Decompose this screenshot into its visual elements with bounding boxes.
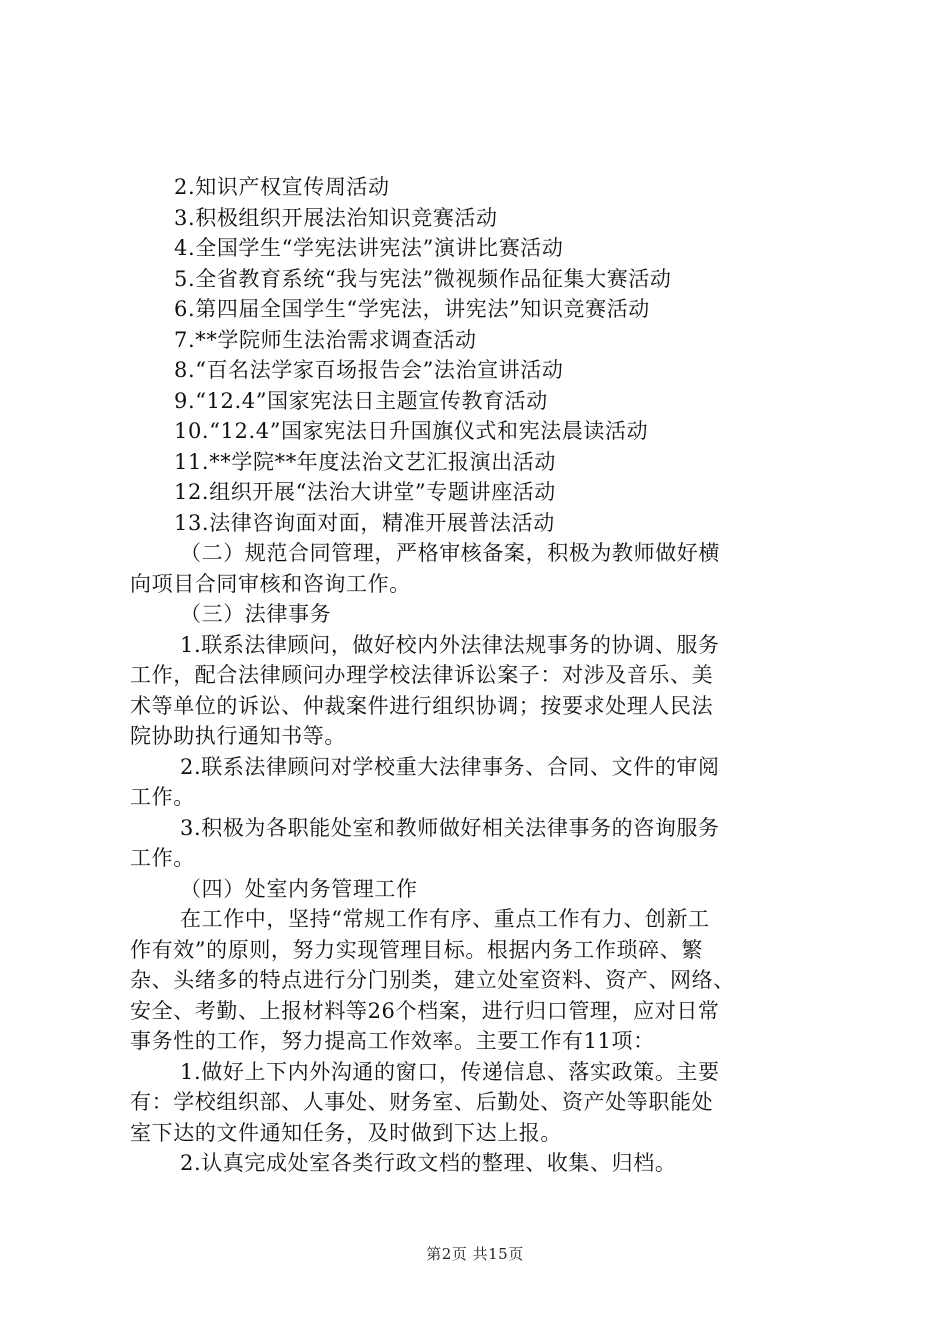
text-line: 11.**学院**年度法治文艺汇报演出活动 [174, 449, 556, 474]
text-line: 事务性的工作，努力提高工作效率。主要工作有11项： [130, 1029, 655, 1053]
text-line: 向项目合同审核和咨询工作。 [130, 571, 411, 596]
text-line: 工作。 [130, 846, 195, 870]
text-line: 2.联系法律顾问对学校重大法律事务、合同、文件的审阅 [180, 754, 720, 779]
text-line: 室下达的文件通知任务，及时做到下达上报。 [130, 1120, 562, 1145]
page-footer: 第2页 共15页 [426, 1245, 524, 1263]
text-line: 12.组织开展“法治大讲堂”专题讲座活动 [174, 480, 556, 504]
text-line: 9.“12.4”国家宪法日主题宣传教育活动 [174, 388, 548, 413]
text-line: 工作，配合法律顾问办理学校法律诉讼案子：对涉及音乐、美 [130, 663, 714, 687]
text-line: 在工作中，坚持“常规工作有序、重点工作有力、创新工 [180, 907, 710, 931]
text-line: 作有效”的原则，努力实现管理目标。根据内务工作琐碎、繁 [130, 937, 703, 962]
text-line: 1.联系法律顾问，做好校内外法律法规事务的协调、服务 [180, 632, 720, 657]
text-line: 7.**学院师生法治需求调查活动 [174, 327, 477, 352]
text-line: 术等单位的诉讼、仲裁案件进行组织协调；按要求处理人民法 [130, 693, 714, 718]
text-line: 院协助执行通知书等。 [130, 724, 346, 748]
text-line: （三）法律事务 [180, 602, 332, 626]
text-line: 5.全省教育系统“我与宪法”微视频作品征集大赛活动 [174, 266, 672, 291]
text-line: 6.第四届全国学生“学宪法，讲宪法”知识竞赛活动 [174, 297, 650, 321]
text-line: 2.认真完成处室各类行政文档的整理、收集、归档。 [180, 1151, 677, 1175]
text-line: 8.“百名法学家百场报告会”法治宣讲活动 [174, 358, 564, 382]
text-line: 3.积极组织开展法治知识竞赛活动 [174, 205, 498, 230]
document-body [130, 172, 830, 1179]
text-line: 2.知识产权宣传周活动 [174, 175, 390, 199]
text-line: 10.“12.4”国家宪法日升国旗仪式和宪法晨读活动 [174, 419, 649, 443]
text-line: （四）处室内务管理工作 [180, 876, 418, 901]
text-line: 工作。 [130, 785, 195, 809]
text-line: 有：学校组织部、人事处、财务室、后勤处、资产处等职能处 [130, 1090, 714, 1114]
text-line: 安全、考勤、上报材料等26个档案，进行归口管理，应对日常 [130, 998, 720, 1023]
text-line: 4.全国学生“学宪法讲宪法”演讲比赛活动 [174, 236, 564, 260]
text-line: 1.做好上下内外沟通的窗口，传递信息、落实政策。主要 [180, 1059, 720, 1084]
text-line: 3.积极为各职能处室和教师做好相关法律事务的咨询服务 [180, 815, 720, 840]
text-line: （二）规范合同管理，严格审核备案，积极为教师做好横 [180, 541, 720, 565]
text-line: 杂、头绪多的特点进行分门别类，建立处室资料、资产、网络、 [130, 968, 735, 992]
text-line: 13.法律咨询面对面，精准开展普法活动 [174, 510, 555, 535]
